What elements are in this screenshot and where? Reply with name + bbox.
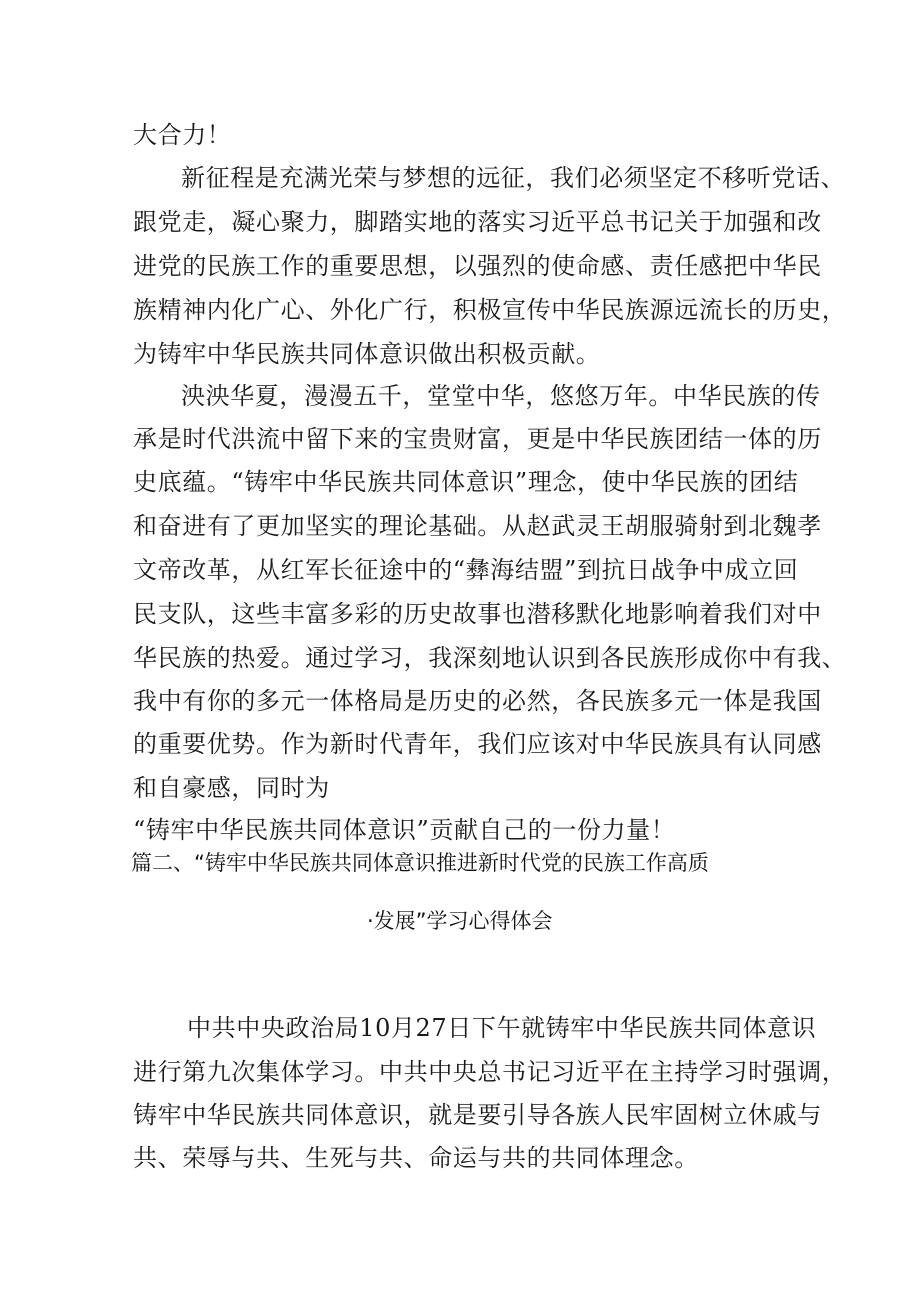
paragraph-line: 新征程是充满光荣与梦想的远征，我们必须坚定不移听党话、 [181,164,846,192]
paragraph-line: 跟党走，凝心聚力，脚踏实地的落实习近平总书记关于加强和改 [133,208,822,236]
paragraph-line: “铸牢中华民族共同体意识”贡献自己的一份力量！ [133,816,676,844]
paragraph-line: 和自豪感，同时为 [133,774,330,802]
section-heading: 篇二、“铸牢中华民族共同体意识推进新时代党的民族工作高质 [131,851,709,875]
paragraph-line: 为铸牢中华民族共同体意识做出积极贡献。 [133,340,601,368]
paragraph-line: 史底蕴。“铸牢中华民族共同体意识”理念，使中华民族的团结 [133,468,799,496]
section-closing-line: 大合力！ [133,121,232,149]
paragraph-line: 华民族的热爱。通过学习，我深刻地认识到各民族形成你中有我、 [133,644,847,672]
paragraph-line: 民支队，这些丰富多彩的历史故事也潜移默化地影响着我们对中 [133,600,822,628]
paragraph-line: 进党的民族工作的重要思想，以强烈的使命感、责任感把中华民 [133,252,822,280]
paragraph-line: 共、荣辱与共、生死与共、命运与共的共同体理念。 [133,1144,699,1172]
paragraph-line: 文帝改革，从红军长征途中的“彝海结盟”到抗日战争中成立回 [133,556,799,584]
section-heading-continuation: ·发展”学习心得体会 [367,909,553,933]
paragraph-line: 的重要优势。作为新时代青年，我们应该对中华民族具有认同感 [133,730,822,758]
paragraph-line: 我中有你的多元一体格局是历史的必然，各民族多元一体是我国 [133,687,822,715]
paragraph-line: 中共中央政治局10月27日下午就铸牢中华民族共同体意识 [187,1014,817,1042]
paragraph-line: 族精神内化广心、外化广行，积极宣传中华民族源远流长的历史， [133,296,847,324]
paragraph-line: 和奋进有了更加坚实的理论基础。从赵武灵王胡服骑射到北魏孝 [133,512,822,540]
paragraph-line: 泱泱华夏，漫漫五千，堂堂中华，悠悠万年。中华民族的传 [181,382,821,410]
paragraph-line: 铸牢中华民族共同体意识，就是要引导各族人民牢固树立休戚与 [133,1101,822,1129]
paragraph-line: 承是时代洪流中留下来的宝贵财富，更是中华民族团结一体的历 [133,425,822,453]
paragraph-line: 进行第九次集体学习。中共中央总书记习近平在主持学习时强调， [133,1058,847,1086]
